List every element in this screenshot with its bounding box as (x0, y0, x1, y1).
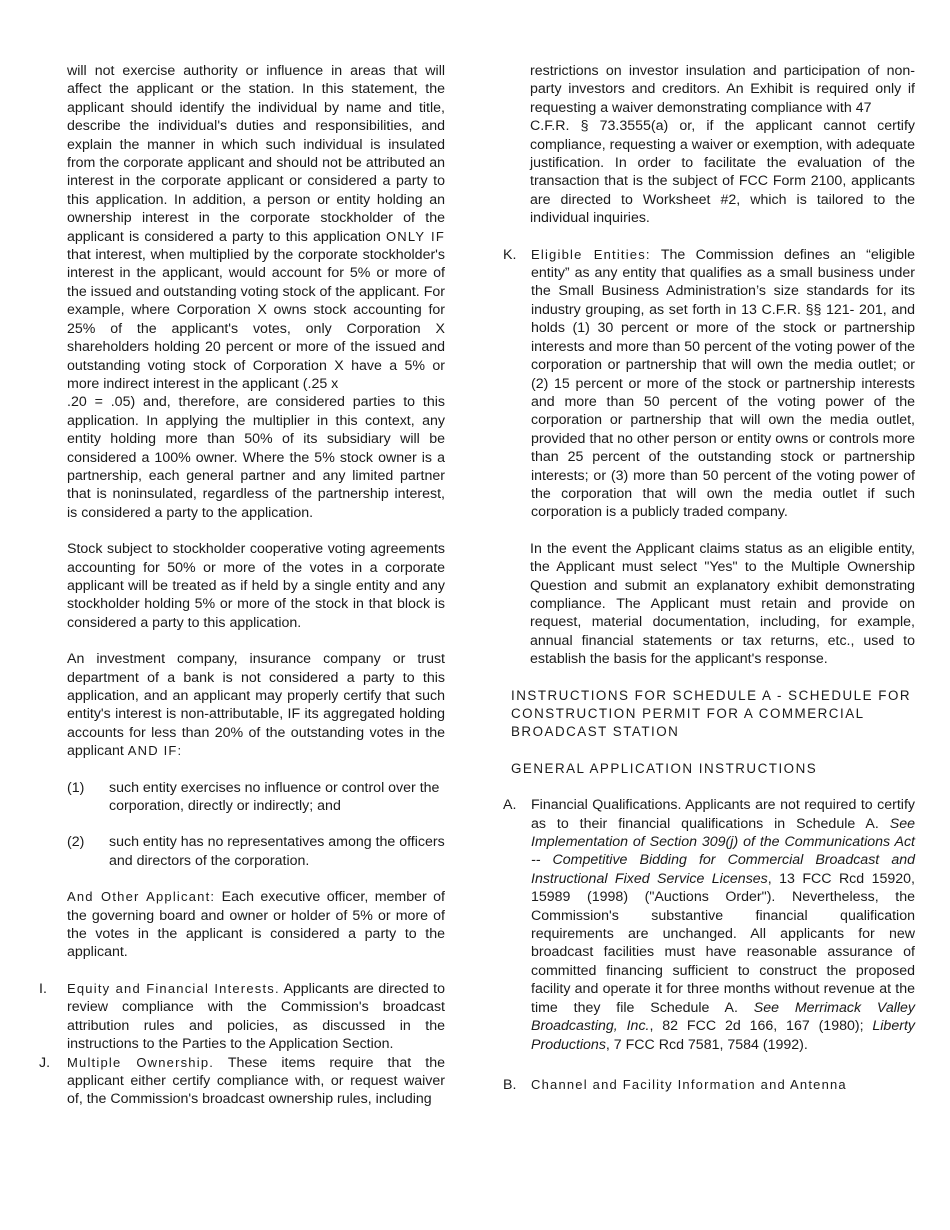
other-applicant-paragraph: And Other Applicant: Each executive officer, member of the governing board and owner or holder of 5% or more of the votes in the applicant is considered a party to the applicant. (67, 889, 445, 961)
section-j: J. Multiple Ownership. These items require that the applicant either certify compliance with, or request waiver of, the Commission's broadcast ownership rules, including (39, 1054, 445, 1108)
section-b: B. Channel and Facility Information and Antenna (503, 1076, 847, 1093)
condition-item-1: (1) such entity exercises no influence or control over the corporation, directly or indirectly; and (67, 779, 440, 815)
attribution-paragraph: will not exercise authority or influence in areas that will affect the applicant or the station. In this statement, the applicant should identify the individual by name and title, describe the individual's duties and responsibilities, and explain the manner in which such individual is insulated from the corporate applicant and should not be attributed an interest in the corporate applicant or considered a party to this application. In addition, a person or entity holding an ownership interest in the corporate stockholder of the applicant is considered a party to this application ONLY IF that interest, when multiplied by the corporate stockholder's interest in the applicant, would account for 5% or more of the issued and outstanding voting stock of the applicant. For example, where Corporation X owns stock accounting for 25% of the applicant's votes, only Corporation X shareholders holding 20 percent or more of the issued and outstanding voting stock of Corporation X have a 5% or more indirect interest in the applicant (.25 x (67, 63, 445, 392)
section-j-continued: restrictions on investor insulation and participation of non-party investors and creditors. An Exhibit is required only if requesting a waiver demonstrating compliance with 47 (530, 63, 915, 116)
schedule-a-heading: INSTRUCTIONS FOR SCHEDULE A - SCHEDULE FOR CONSTRUCTION PERMIT FOR A COMMERCIAL BROADCAST STATION (511, 687, 912, 740)
voting-agreements-paragraph: Stock subject to stockholder cooperative voting agreements accounting for 50% or more of the votes in a corporate applicant will be treated as if held by a single entity and any stockholder holding 5% or more of the stock in that block is considered a party to this application. (67, 541, 445, 631)
investment-company-paragraph: An investment company, insurance company or trust department of a bank is not considered a party to this application, and an applicant may properly certify that such entity's interest is non-attributable, IF its aggregated holding accounts for less than 20% of the outstanding votes in the applicant AND IF: (67, 651, 445, 760)
left-column (39, 62, 445, 1109)
section-a: A. Financial Qualifications. Applicants are not required to certify as to their financial qualifications in Schedule A. See Implementation of Section 309(j) of the Communications Act -- Competitive Bidding for Commercial Broadcast and Instructional Fixed Service Licenses, 13 FCC Rcd 15920, 15989 (1998) ("Auctions Order"). Nevertheless, the Commission's substantive financial qualification requirements are unchanged. All applicants for new broadcast facilities must have reasonable assurance of committed financing sufficient to construct the proposed facility and operate it for three months without revenue at the time they file Schedule A. See Merrimack Valley Broadcasting, Inc., 82 FCC 2d 166, 167 (1980); Liberty Productions, 7 FCC Rcd 7581, 7584 (1992). (503, 797, 915, 1053)
section-j-continued-2: C.F.R. § 73.3555(a) or, if the applicant cannot certify compliance, requesting a waiver or exemption, with adequate justification. In order to facilitate the evaluation of the transaction that is the subject of FCC Form 2100, applicants are directed to Worksheet #2, which is tailored to the individual inquiries. (530, 118, 915, 227)
section-i: I. Equity and Financial Interests. Applicants are directed to review compliance with the Commission's broadcast attribution rules and policies, as discussed in the instructions to the Parties to the Application Section. (39, 980, 445, 1053)
attribution-paragraph-tail: .20 = .05) and, therefore, are considered parties to this application. In applying the multiplier in this context, any entity holding more than 50% of its subsidiary will be considered a 100% owner. Where the 5% stock owner is a partnership, each general partner and any limited partner that is noninsulated, regardless of the partnership interest, is considered a party to the application. (67, 394, 445, 521)
eligible-entity-paragraph: In the event the Applicant claims status as an eligible entity, the Applicant must select "Yes" to the Multiple Ownership Question and submit an explanatory exhibit demonstrating compliance. The Applicant must retain and provide on request, material documentation, including, for example, annual financial statements or tax returns, etc., used to establish the basis for the applicant's response. (530, 540, 915, 668)
section-k: K. Eligible Entities: The Commission defines an “eligible entity” as any entity that qualifies as a small business under the Small Business Administration’s size standards for its industry grouping, as set forth in 13 C.F.R. §§ 121- 201, and holds (1) 30 percent or more of the stock or partnership interests and more than 50 percent of the voting power of the corporation or partnership that will own the media outlet; or (2) 15 percent or more of the stock or partnership interests and more than 50 percent of the voting power of the corporation or partnership that will own the media outlet, provided that no other person or entity owns or controls more than 25 percent of the outstanding stock or partnership interests; or (3) more than 50 percent of the voting power of the corporation that will own the media outlet if such corporation is a publicly traded company. (503, 246, 915, 521)
general-instructions-heading: GENERAL APPLICATION INSTRUCTIONS (511, 760, 818, 776)
right-column (503, 62, 915, 1094)
condition-item-2: (2) such entity has no representatives among the officers and directors of the corporation. (67, 834, 445, 869)
